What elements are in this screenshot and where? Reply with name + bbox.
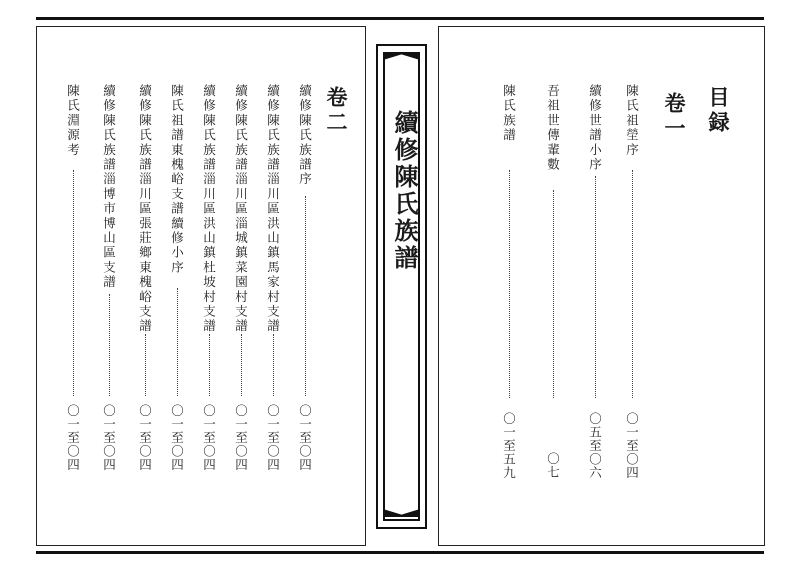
toc-entry-title: 續修陳氏族譜序 <box>297 84 313 187</box>
leader-dots <box>109 294 110 396</box>
toc-entry-title: 續修陳氏族譜淄川區洪山鎮馬家村支譜 <box>265 84 281 334</box>
toc-entry-pages: 〇一至〇四 <box>297 404 313 472</box>
toc-entry-pages: 〇一至〇四 <box>65 404 81 472</box>
leader-dots <box>305 196 306 396</box>
toc-entry-pages: 〇一至〇四 <box>233 404 249 472</box>
toc-entry-pages: 〇一至〇四 <box>624 412 640 480</box>
contents-heading: 目録 <box>706 86 731 136</box>
top-rule <box>36 17 764 20</box>
toc-entry-title: 陳氏祖塋序 <box>624 84 640 158</box>
toc-entry-title: 續修陳氏族譜淄博市博山區支譜 <box>101 84 117 290</box>
leader-dots <box>177 288 178 396</box>
toc-entry-pages: 〇一至〇四 <box>201 404 217 472</box>
leader-dots <box>209 334 210 396</box>
toc-entry-pages: 〇七 <box>545 452 561 479</box>
left-page <box>36 26 366 546</box>
toc-entry-title: 吾祖世傳輩數 <box>545 84 561 173</box>
volume-heading: 卷一 <box>662 92 687 142</box>
leader-dots <box>241 334 242 396</box>
toc-entry-pages: 〇五至〇六 <box>587 412 603 480</box>
volume-heading: 卷二 <box>324 86 349 136</box>
toc-entry-title: 陳氏祖譜東槐峪支譜續修小序 <box>169 84 185 276</box>
toc-entry-title: 續修陳氏族譜淄川區張莊鄉東槐峪支譜 <box>137 84 153 334</box>
book-title: 續修陳氏族譜 <box>390 110 419 272</box>
toc-entry-title: 續修陳氏族譜淄川區淄城鎮菜園村支譜 <box>233 84 249 334</box>
leader-dots <box>273 334 274 396</box>
leader-dots <box>73 170 74 396</box>
toc-entry-pages: 〇一至〇四 <box>265 404 281 472</box>
toc-entry-pages: 〇一至五九 <box>501 412 517 480</box>
leader-dots <box>145 334 146 396</box>
toc-entry-title: 續修世譜小序 <box>587 84 603 173</box>
bottom-rule <box>36 551 764 554</box>
leader-dots <box>595 176 596 398</box>
toc-entry-title: 陳氏族譜 <box>501 84 517 143</box>
toc-entry-pages: 〇一至〇四 <box>137 404 153 472</box>
toc-entry-title: 續修陳氏族譜淄川區洪山鎮杜坡村支譜 <box>201 84 217 334</box>
leader-dots <box>553 190 554 398</box>
toc-entry-title: 陳氏淵源考 <box>65 84 81 158</box>
toc-entry-pages: 〇一至〇四 <box>169 404 185 472</box>
leader-dots <box>509 170 510 398</box>
leader-dots <box>632 170 633 398</box>
toc-entry-pages: 〇一至〇四 <box>101 404 117 472</box>
